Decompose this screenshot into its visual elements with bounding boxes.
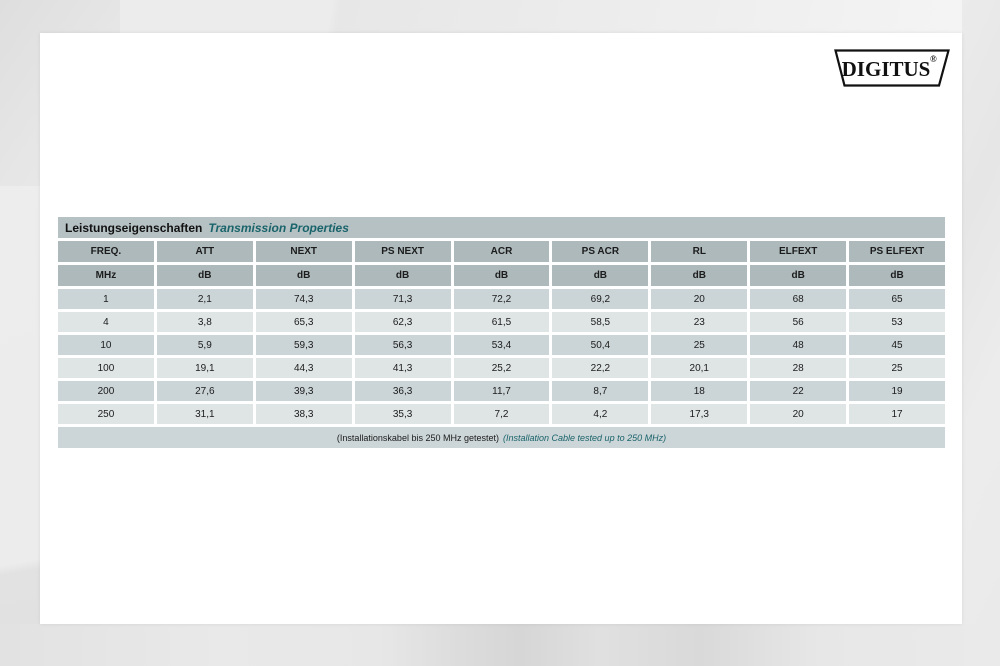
table-cell: 53,4 bbox=[454, 335, 550, 355]
table-cell: 11,7 bbox=[454, 381, 550, 401]
table-cell: 71,3 bbox=[355, 289, 451, 309]
table-cell: 35,3 bbox=[355, 404, 451, 424]
table-cell: 25 bbox=[651, 335, 747, 355]
table-cell: 100 bbox=[58, 358, 154, 378]
table-cell: 25 bbox=[849, 358, 945, 378]
column-header: PS ELFEXT bbox=[849, 241, 945, 262]
table-cell: 74,3 bbox=[256, 289, 352, 309]
table-cell: 3,8 bbox=[157, 312, 253, 332]
background-strip-top bbox=[120, 0, 1000, 33]
table-cell: 65,3 bbox=[256, 312, 352, 332]
background-strip-bottom bbox=[0, 624, 1000, 666]
table-title-en: Transmission Properties bbox=[208, 220, 349, 235]
table-cell: 1 bbox=[58, 289, 154, 309]
table-cell: 25,2 bbox=[454, 358, 550, 378]
table-cell: 27,6 bbox=[157, 381, 253, 401]
unit-header: dB bbox=[750, 265, 846, 286]
unit-header: dB bbox=[355, 265, 451, 286]
unit-header: dB bbox=[849, 265, 945, 286]
column-header: PS NEXT bbox=[355, 241, 451, 262]
table-title-de: Leistungseigenschaften bbox=[65, 220, 203, 235]
table-cell: 44,3 bbox=[256, 358, 352, 378]
background-strip-left bbox=[0, 186, 40, 666]
column-header: RL bbox=[651, 241, 747, 262]
table-cell: 7,2 bbox=[454, 404, 550, 424]
table-cell: 20,1 bbox=[651, 358, 747, 378]
table-cell: 22 bbox=[750, 381, 846, 401]
table-cell: 8,7 bbox=[552, 381, 648, 401]
table-cell: 65 bbox=[849, 289, 945, 309]
column-header: FREQ. bbox=[58, 241, 154, 262]
table-cell: 18 bbox=[651, 381, 747, 401]
column-header: ELFEXT bbox=[750, 241, 846, 262]
table-cell: 39,3 bbox=[256, 381, 352, 401]
table-cell: 20 bbox=[750, 404, 846, 424]
table-cell: 41,3 bbox=[355, 358, 451, 378]
table-cell: 17,3 bbox=[651, 404, 747, 424]
table-cell: 53 bbox=[849, 312, 945, 332]
table-cell: 28 bbox=[750, 358, 846, 378]
column-header: ACR bbox=[454, 241, 550, 262]
unit-header: dB bbox=[454, 265, 550, 286]
transmission-properties-table bbox=[58, 217, 945, 448]
table-cell: 48 bbox=[750, 335, 846, 355]
digitus-logo-text: DIGITUS bbox=[841, 57, 931, 81]
table-cell: 56 bbox=[750, 312, 846, 332]
table-cell: 250 bbox=[58, 404, 154, 424]
table-cell: 2,1 bbox=[157, 289, 253, 309]
table-cell: 50,4 bbox=[552, 335, 648, 355]
document-page bbox=[40, 33, 962, 624]
unit-header: dB bbox=[651, 265, 747, 286]
unit-header: dB bbox=[256, 265, 352, 286]
table-cell: 200 bbox=[58, 381, 154, 401]
table-cell: 68 bbox=[750, 289, 846, 309]
table-grid bbox=[58, 241, 945, 424]
table-cell: 19 bbox=[849, 381, 945, 401]
table-cell: 56,3 bbox=[355, 335, 451, 355]
table-cell: 62,3 bbox=[355, 312, 451, 332]
background-strip-right bbox=[962, 0, 1000, 666]
table-cell: 4 bbox=[58, 312, 154, 332]
table-cell: 58,5 bbox=[552, 312, 648, 332]
table-cell: 45 bbox=[849, 335, 945, 355]
table-cell: 31,1 bbox=[157, 404, 253, 424]
table-cell: 20 bbox=[651, 289, 747, 309]
table-cell: 72,2 bbox=[454, 289, 550, 309]
digitus-logo bbox=[834, 49, 950, 87]
table-footnote-en: (Installation Cable tested up to 250 MHz) bbox=[503, 432, 667, 443]
unit-header: dB bbox=[157, 265, 253, 286]
column-header: ATT bbox=[157, 241, 253, 262]
table-footnote bbox=[58, 427, 945, 448]
table-cell: 10 bbox=[58, 335, 154, 355]
column-header: NEXT bbox=[256, 241, 352, 262]
table-cell: 23 bbox=[651, 312, 747, 332]
table-cell: 4,2 bbox=[552, 404, 648, 424]
unit-header: MHz bbox=[58, 265, 154, 286]
table-cell: 5,9 bbox=[157, 335, 253, 355]
table-cell: 59,3 bbox=[256, 335, 352, 355]
column-header: PS ACR bbox=[552, 241, 648, 262]
table-cell: 38,3 bbox=[256, 404, 352, 424]
table-cell: 36,3 bbox=[355, 381, 451, 401]
table-cell: 69,2 bbox=[552, 289, 648, 309]
table-cell: 22,2 bbox=[552, 358, 648, 378]
table-cell: 17 bbox=[849, 404, 945, 424]
table-cell: 61,5 bbox=[454, 312, 550, 332]
table-cell: 19,1 bbox=[157, 358, 253, 378]
table-footnote-de: (Installationskabel bis 250 MHz getestet) bbox=[336, 432, 499, 443]
unit-header: dB bbox=[552, 265, 648, 286]
registered-trademark-icon: ® bbox=[930, 54, 937, 64]
table-title-bar bbox=[58, 217, 945, 238]
